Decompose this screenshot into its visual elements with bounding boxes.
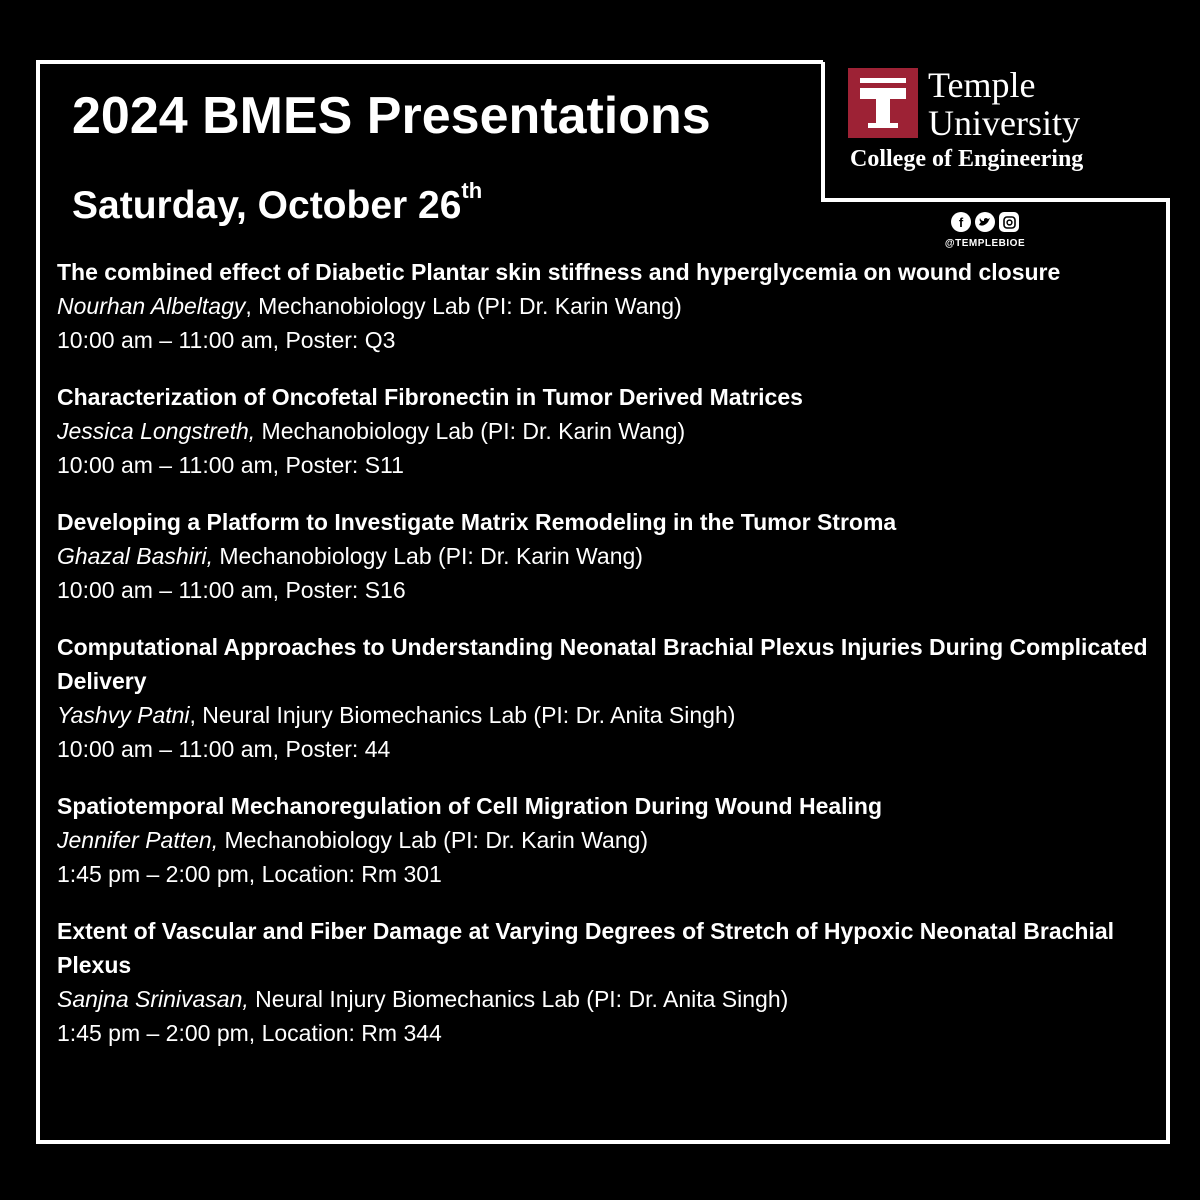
- presentation-lab: , Neural Injury Biomechanics Lab (PI: Dr. Anita Singh): [189, 702, 736, 728]
- presentation-author: Jennifer Patten,: [57, 827, 219, 853]
- presentation-title: Extent of Vascular and Fiber Damage at Varying Degrees of Stretch of Hypoxic Neonatal Brachial Plexus: [57, 918, 1115, 978]
- presentation-details: 10:00 am – 11:00 am, Poster: S11: [57, 452, 404, 478]
- presentation-author: Jessica Longstreth,: [57, 418, 256, 444]
- presentation-author-line: [57, 289, 1167, 323]
- social-handle: @TEMPLEBIOE: [944, 238, 1026, 249]
- presentation-title: Developing a Platform to Investigate Matrix Remodeling in the Tumor Stroma: [57, 509, 897, 535]
- presentation-title: Spatiotemporal Mechanoregulation of Cell Migration During Wound Healing: [57, 793, 883, 819]
- presentation-author-line: [57, 982, 1167, 1016]
- temple-logo: [848, 66, 1138, 178]
- logo-line-2: University: [928, 103, 1080, 143]
- logo-university-name: [928, 66, 1080, 142]
- presentation-lab: , Mechanobiology Lab (PI: Dr. Karin Wang): [245, 293, 682, 319]
- event-date: [72, 178, 483, 228]
- event-date-suffix: th: [461, 178, 483, 203]
- presentation-title: Characterization of Oncofetal Fibronectin in Tumor Derived Matrices: [57, 384, 803, 410]
- logo-college-name: College of Engineering: [850, 146, 1084, 172]
- presentation-lab: Mechanobiology Lab (PI: Dr. Karin Wang): [255, 418, 686, 444]
- logo-line-1: Temple: [928, 65, 1036, 105]
- presentation-details: 1:45 pm – 2:00 pm, Location: Rm 344: [57, 1020, 442, 1046]
- presentation-entry: [57, 380, 1167, 482]
- presentation-entry: [57, 789, 1167, 891]
- presentation-entry: [57, 630, 1167, 766]
- presentation-lab: Mechanobiology Lab (PI: Dr. Karin Wang): [212, 543, 643, 569]
- temple-t-icon: [848, 68, 918, 138]
- presentation-list: [57, 255, 1167, 1073]
- event-date-text: Saturday, October 26: [72, 184, 462, 227]
- presentation-author-line: [57, 414, 1167, 448]
- presentation-entry: [57, 505, 1167, 607]
- presentation-lab: Mechanobiology Lab (PI: Dr. Karin Wang): [218, 827, 649, 853]
- presentation-author: Ghazal Bashiri,: [57, 543, 213, 569]
- presentation-entry: [57, 255, 1167, 357]
- presentation-details: 1:45 pm – 2:00 pm, Location: Rm 301: [57, 861, 442, 887]
- instagram-icon: [999, 212, 1019, 232]
- presentation-author-line: [57, 823, 1167, 857]
- social-links: [940, 212, 1030, 254]
- facebook-icon: f: [951, 212, 971, 232]
- page-title: 2024 BMES Presentations: [72, 87, 711, 145]
- presentation-author: Nourhan Albeltagy: [57, 293, 246, 319]
- presentation-author-line: [57, 539, 1167, 573]
- presentation-title: Computational Approaches to Understanding Neonatal Brachial Plexus Injuries During Complicated Delivery: [57, 634, 1148, 694]
- presentation-details: 10:00 am – 11:00 am, Poster: Q3: [57, 327, 396, 353]
- presentation-author: Sanjna Srinivasan,: [57, 986, 249, 1012]
- presentation-details: 10:00 am – 11:00 am, Poster: 44: [57, 736, 391, 762]
- twitter-icon: [975, 212, 995, 232]
- presentation-author: Yashvy Patni: [57, 702, 190, 728]
- presentation-lab: Neural Injury Biomechanics Lab (PI: Dr. Anita Singh): [248, 986, 789, 1012]
- presentation-details: 10:00 am – 11:00 am, Poster: S16: [57, 577, 406, 603]
- presentation-entry: [57, 914, 1167, 1050]
- presentation-author-line: [57, 698, 1167, 732]
- presentation-title: The combined effect of Diabetic Plantar skin stiffness and hyperglycemia on wound closure: [57, 259, 1061, 285]
